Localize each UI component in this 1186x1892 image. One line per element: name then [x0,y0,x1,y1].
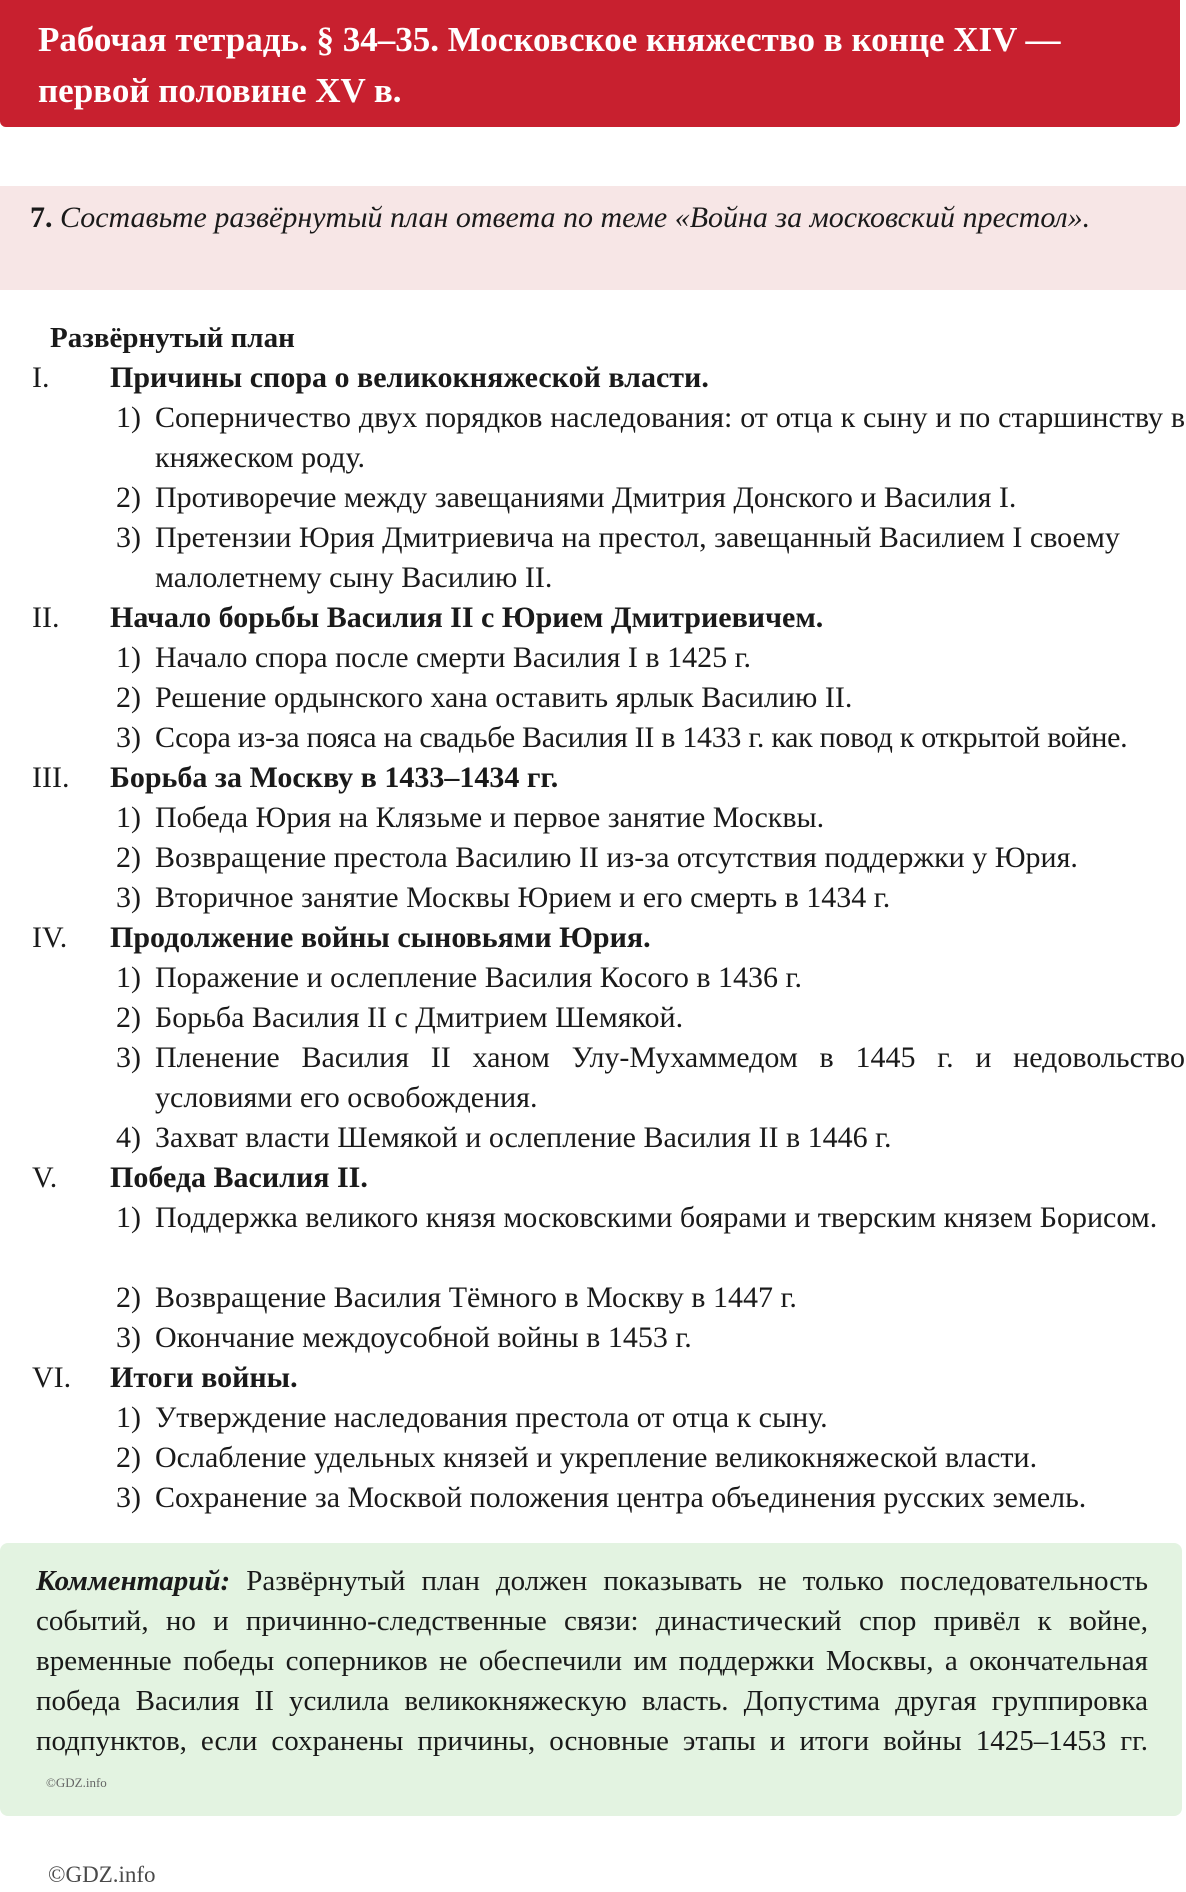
item-text: Пленение Василия II ханом Улу-Мухаммедом в 1445 г. и недовольство условиями его освобождения. [155,1041,1185,1114]
item-text: Ослабление удельных князей и укрепление великокняжеской власти. [155,1441,1038,1474]
item-text: Противоречие между завещаниями Дмитрия Донского и Василия I. [155,481,1017,514]
plan-title: Развёрнутый план [50,322,295,354]
item-number: 2) [116,1001,141,1034]
section-title: Причины спора о великокняжеской власти. [110,361,709,394]
item-number: 3) [116,1041,141,1074]
item-text: Соперничество двух порядков наследования: от отца к сыну и по старшинству в княжеском роду. [155,401,1185,474]
section-title: Продолжение войны сыновьями Юрия. [110,921,651,954]
watermark-small: ©GDZ.info [46,1775,107,1791]
item-number: 4) [116,1121,141,1154]
item-text: Начало спора после смерти Василия I в 1425 г. [155,641,751,674]
item-number: 1) [116,1201,141,1234]
section-title: Итоги войны. [110,1361,298,1394]
footer-watermark: ©GDZ.info [48,1862,156,1887]
item-number: 3) [116,721,141,754]
section-number: II. [32,601,60,634]
item-number: 2) [116,681,141,714]
item-text: Победа Юрия на Клязьме и первое занятие Москвы. [155,801,825,834]
section-number: IV. [32,921,68,954]
item-text: Вторичное занятие Москвы Юрием и его смерть в 1434 г. [155,881,891,914]
item-number: 3) [116,521,141,554]
item-number: 2) [116,1441,141,1474]
item-number: 2) [116,481,141,514]
item-text: Возвращение престола Василию II из-за отсутствия поддержки у Юрия. [155,841,1078,874]
section-number: V. [32,1161,58,1194]
page-title: Рабочая тетрадь. § 34–35. Московское княжество в конце XIV — первой половине XV в. [38,20,1061,110]
item-number: 3) [116,881,141,914]
item-number: 2) [116,1281,141,1314]
section-number: I. [32,361,50,394]
item-number: 1) [116,641,141,674]
item-number: 2) [116,841,141,874]
comment-block [0,1543,1182,1816]
page-header [0,0,1180,127]
item-text: Окончание междоусобной войны в 1453 г. [155,1321,692,1354]
task-number: 7. [30,201,53,234]
item-number: 1) [116,1401,141,1434]
item-text: Утверждение наследования престола от отца к сыну. [155,1401,828,1434]
comment-label: Комментарий: [36,1565,231,1597]
item-text: Ссора из-за пояса на свадьбе Василия II в 1433 г. как повод к открытой войне. [155,721,1128,754]
section-number: VI. [32,1361,72,1394]
item-text: Решение ордынского хана оставить ярлык Василию II. [155,681,853,714]
section-title: Борьба за Москву в 1433–1434 гг. [110,761,559,794]
section-title: Начало борьбы Василия II с Юрием Дмитриевичем. [110,601,824,634]
section-title: Победа Василия II. [110,1161,368,1194]
comment-text: Развёрнутый план должен показывать не только последовательность событий, но и причинно-следственные связи: династический спор привёл к войне, временные победы соперников не обеспечили им поддержки Москвы, а окончательная победа Василия II усилила великокняжескую власть. Допустима другая группировка подпунктов, если сохранены причины, основные этапы и итоги войны 1425–1453 гг. [36,1565,1148,1757]
item-number: 1) [116,801,141,834]
item-text: Поражение и ослепление Василия Косого в 1436 г. [155,961,802,994]
item-text: Претензии Юрия Дмитриевича на престол, завещанный Василием I своему малолетнему сыну Василию II. [155,521,1120,594]
item-text: Борьба Василия II с Дмитрием Шемякой. [155,1001,684,1034]
item-text: Захват власти Шемякой и ослепление Василия II в 1446 г. [155,1121,892,1154]
task-text: Составьте развёрнутый план ответа по теме «Война за московский престол». [60,201,1091,234]
section-number: III. [32,761,70,794]
item-text: Сохранение за Москвой положения центра объединения русских земель. [155,1481,1087,1514]
item-text: Возвращение Василия Тёмного в Москву в 1447 г. [155,1281,797,1314]
task-block [0,186,1186,290]
item-number: 1) [116,961,141,994]
item-text: Поддержка великого князя московскими боярами и тверским князем Борисом. [155,1201,1158,1234]
item-number: 1) [116,401,141,434]
item-number: 3) [116,1481,141,1514]
item-number: 3) [116,1321,141,1354]
